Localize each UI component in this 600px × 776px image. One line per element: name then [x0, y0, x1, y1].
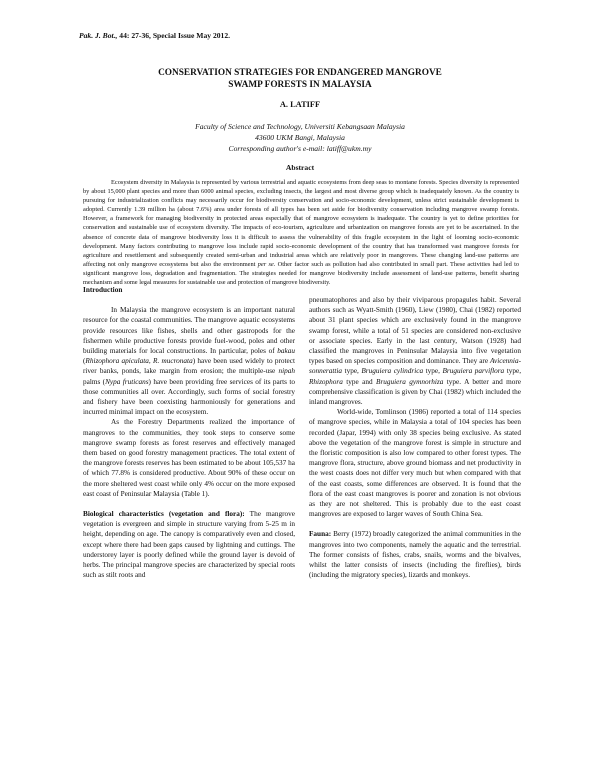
- right-column: [309, 295, 521, 580]
- spacer: [83, 499, 295, 509]
- italic-term: Rhizophora: [309, 377, 343, 386]
- italic-term: nipah: [278, 367, 295, 376]
- introduction-heading: Introduction: [83, 286, 123, 294]
- biological-heading: Biological characteristics (vegetation and flora):: [83, 510, 245, 519]
- paper-title: [60, 67, 540, 91]
- text-run: ) have been providing free services of its parts to those communities all over. Accordingly, such forms of social forestry and fishery have been coexisting harmoniously for generations and incurred minimal impact on the ecosystem.: [83, 377, 295, 417]
- abstract-heading: Abstract: [285, 163, 315, 172]
- text-run: type,: [504, 367, 522, 376]
- abstract-body: [83, 178, 519, 287]
- text-run: type and: [342, 377, 377, 386]
- italic-term: Avicennia-sonnerattia: [309, 357, 521, 376]
- intro-paragraph-2: As the Forestry Departments realized the importance of mangroves to the communities, they took steps to conserve some mangrove swamp forests as forest reserves and effectively managed them based on good forestry management practices. The total extent of the mangrove forests reserves has been estimated to be about 105,537 ha of which 77.8% is considered productive. About 90% of these occur on the more sheltered west coast while only 4% occur on the more exposed east coast of Peninsular Malaysia (Table 1).: [83, 418, 295, 498]
- text-run: type. A better and more comprehensive classification is given by Chai (1982) which included the inland mangroves.: [309, 377, 521, 407]
- text-run: (: [83, 357, 86, 366]
- abstract-text-1: Ecosystem diversity in Malaysia is represented by various terrestrial and aquatic ecosystems from deep seas to montane forests. Species diversity is represented by about 15,000 plant species and more than 6000 animal species, excluding insects, the largest and most diverse group which is inadequately known. As the country is pursuing for industrialization conflicts may necessarily occur for biodiversity conservation and socio-economic development, unless strict sustainable development is adopted. Currently 1.39 million ha (about 7.6%) area under forests of all types has been set aside for biodiversity conservation including mangrove swamp forests. However, a framework for managing biodiversity in protected areas especially that of mangrove ecosystem is inadequate. The country is yet to define priorities for conservation and sustainable use of ecosystem diversity. The impacts of eco-tourism, agriculture and urbanization on mangrove forests are yet to be ascertained. In the absence of concrete data of mangrove biodiversity loss it is difficult to assess the vulnerability of this fragile ecosystem in the light of looming socio-economic development. Many factors contributing to mangrove loss include rapid socio-economic development of the country that has transformed vast mangrove forests for agriculture and resettlement and subsequently created semi-urban and industrial areas which are relatively poor in mangroves. These changing land-use patterns are affecting not only mangrove ecosystems but also the environment: [83, 179, 519, 268]
- italic-term: bakau: [277, 347, 295, 356]
- author-name: A. LATIFF: [279, 100, 321, 109]
- journal-name: Pak. J. Bot.,: [79, 31, 118, 40]
- fauna-heading: Fauna:: [309, 530, 332, 539]
- worldwide-paragraph: World-wide, Tomlinson (1986) reported a total of 114 species of mangrove species, while in Malaysia a total of 104 species has been recorded (Japar, 1994) with only 38 species being exclusive. As stated above the vegetation of the mangrove forest is simple in structure and the floristic composition is also low compared to other forest types. The mangrove flora, structure, above ground biomass and net productivity in the west coasts does not differ very much but when compared with that of the east coasts, some differences are observed. It is found that the flora of the east coast mangroves is poorer and zonation is not obvious as they are not sheltered. This is probably due to the east coast mangroves are exposed to larger waves of South China Sea.: [309, 408, 521, 519]
- text-run: The mangrove vegetation is evergreen and simple in structure varying from 5-25 m in height, depending on age. The canopy is comparatively even and closed, except where there had been gaps caused by lightning and cuttings. The understorey layer is poorly defined while the ground layer is devoid of herbs. The principal mangrove species are characterized by special roots such as stilt roots and: [83, 510, 295, 580]
- italic-term: Nypa fruticans: [105, 377, 149, 386]
- text-run: pneumatophores and also by their viviparous propagules habit. Several authors such as Wyatt-Smith (1960), Liew (1980), Chai (1982) reported about 31 plant species which are exclusively found in the mangrove swamp forest, while a total of 51 species are considered non-exclusive or associate species. Early in the last century, Watson (1928) had classified the mangroves in Peninsular Malaysia into five vegetation types based on species composition and dominance. They are: [309, 296, 521, 366]
- journal-citation: 44: 27-36, Special Issue May 2012.: [117, 31, 231, 40]
- spacer: [309, 519, 521, 529]
- text-run: palms (: [83, 377, 106, 386]
- text-run: type,: [423, 367, 443, 376]
- text-run: ) have been used widely to protect river banks, ponds, lake margin from erosion; the multiple-use: [83, 357, 295, 376]
- affiliation-email: Corresponding author's e-mail: latiff@ukm.my: [228, 144, 372, 153]
- text-run: Berry (1972) broadly categorized the animal communities in the mangroves into two components, namely the aquatic and the terrestrial. The former consists of fishes, crabs, snails, worms and the bivalves, whilst the latter consists of insects (including the fireflies), birds (including the migratory species), lizards and monkeys.: [309, 530, 521, 580]
- fauna-paragraph: [309, 529, 521, 580]
- italic-term: Bruguiera parviflora: [442, 367, 505, 376]
- vegetation-paragraph: [309, 295, 521, 407]
- italic-term: Rhizophora apiculata, R. mucronata: [85, 357, 193, 366]
- biological-paragraph: [83, 509, 295, 580]
- affiliation-line-1: Faculty of Science and Technology, Universiti Kebangsaan Malaysia: [195, 122, 405, 131]
- left-column: [83, 285, 295, 580]
- title-line-2: SWAMP FORESTS IN MALAYSIA: [228, 80, 372, 90]
- intro-paragraph-1: [83, 305, 295, 417]
- italic-term: Bruguiera cylindrica: [361, 367, 424, 376]
- affiliation: [60, 121, 540, 154]
- title-line-1: CONSERVATION STRATEGIES FOR ENDANGERED MANGROVE: [158, 68, 442, 78]
- abstract-italic: per se: [257, 260, 274, 268]
- abstract-text-2: . Other factor such as pollution had also contributed in small part. These activities had led to significant mangrove loss, degradation and fragmentation. The strategies needed for mangrove biodiversity include assessment of land-use patterns, benefit sharing mechanism and some legal measures for sustainable use and protection of mangrove biodiversity.: [83, 260, 520, 287]
- affiliation-line-2: 43600 UKM Bangi, Malaysia: [255, 133, 345, 142]
- text-run: In Malaysia the mangrove ecosystem is an important natural resource for the coastal communities. The mangrove aquatic ecosystems provide resources like fishes, shells and other gastropods for the fishermen while productive forests provide fuel-wood, poles and other building materials for local constructions. In particular, poles of: [83, 306, 295, 356]
- journal-header: [79, 31, 230, 40]
- text-run: type,: [342, 367, 362, 376]
- italic-term: Bruguiera gymnorhiza: [376, 377, 444, 386]
